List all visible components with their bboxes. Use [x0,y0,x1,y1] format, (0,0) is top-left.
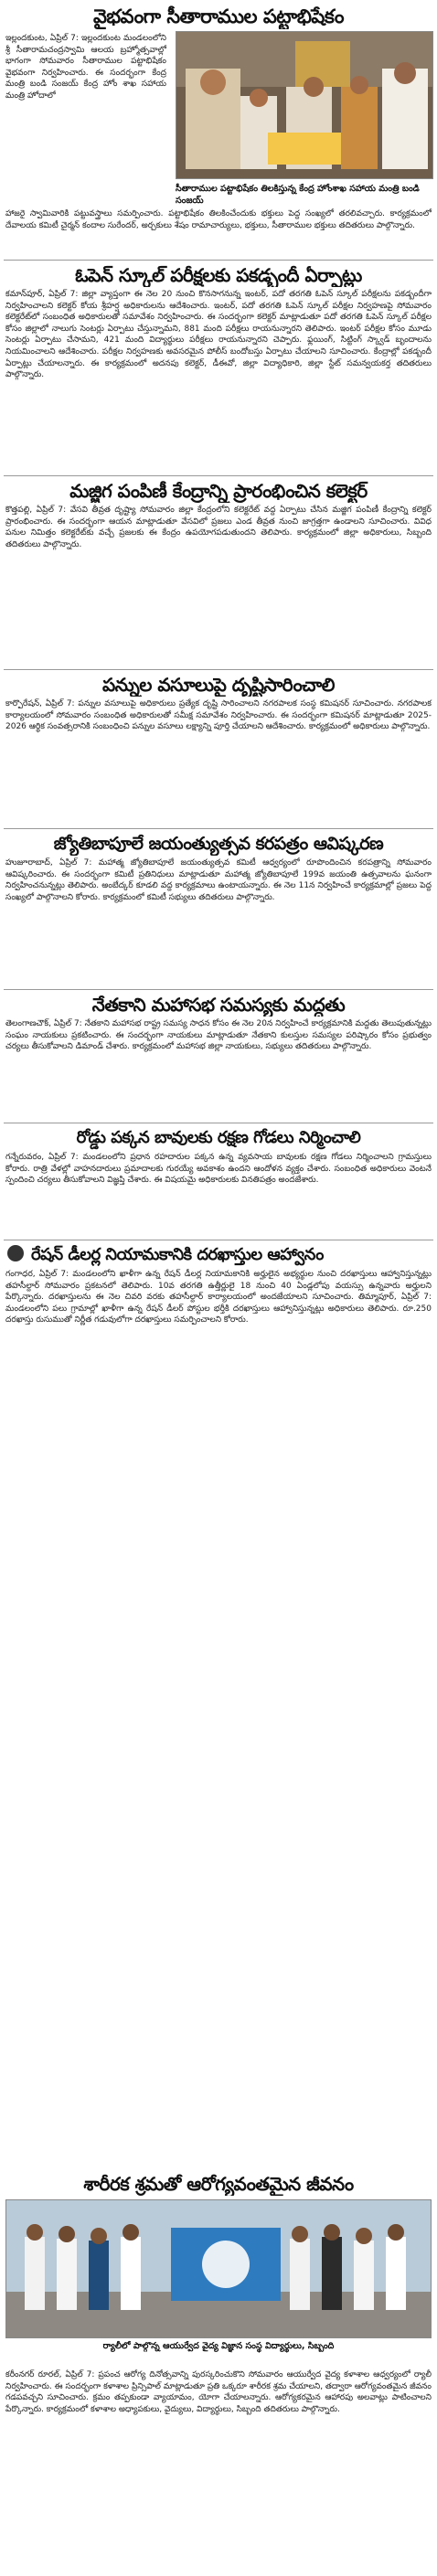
ration-logo-icon [7,1245,24,1261]
article-body: గన్నేరువరం, ఏప్రిల్ 7: మండలంలోని ప్రధాన రహదారుల పక్కన ఉన్న వ్యవసాయ బావులకు రక్షణ గోడలు నిర్మించాలని గ్రామస్తులు కోరారు. రాత్రి వేళల్లో వాహనదారులు ప్రమాదాలకు గురయ్యే అవకాశం ఉందని ఆందోళన వ్యక్తం చేశారు. సంబంధిత అధికారులు వెంటనే స్పందించి చర్యలు తీసుకోవాలని విజ్ఞప్తి చేశారు. ఈ విషయమై అధికారులకు వినతిపత్రం అందజేశారు. [5,1153,432,1186]
headline: శారీరక శ్రమతో ఆరోగ్యవంతమైన జీవనం [83,2173,354,2195]
headline: పన్నుల వసూలుపై దృష్టిసారించాలి [102,674,335,696]
article-ration-dealers [0,1243,437,2166]
article-roadside-wells [0,1126,437,1238]
photo-image [176,32,432,178]
article-tax-collection [0,673,437,826]
divider [4,828,433,829]
article-open-school-exams [0,263,437,474]
article-body-column: ఇల్లందకుంట, ఏప్రిల్ 7: ఇల్లందకుంట మండలంలోని శ్రీ సీతారామచంద్రస్వామి ఆలయ బ్రహ్మోత్సవాల్లో భాగంగా సోమవారం సీతారాముల పట్టాభిషేకం వైభవంగా నిర్వహించారు. ఈ సందర్భంగా కేంద్ర మంత్రి బండి సంజయ్ కేంద్ర హోం శాఖ సహాయ మంత్రి హోదాలో [5,34,166,101]
headline: వైభవంగా సీతారాముల పట్టాభిషేకం [93,5,344,27]
article-body: కొత్తపల్లి, ఏప్రిల్ 7: వేసవి తీవ్రత దృష్ట్యా సోమవారం జిల్లా కేంద్రంలోని కలెక్టరేట్ వద్ద ఏర్పాటు చేసిన మజ్జిగ పంపిణీ కేంద్రాన్ని కలెక్టర్ ప్రారంభించారు. ఈ సందర్భంగా ఆయన మాట్లాడుతూ వేసవిలో ప్రజలు ఎండ తీవ్రత నుంచి జాగ్రత్తగా ఉండాలని సూచించారు. వివిధ పనుల నిమిత్తం కలెక్టరేట్‌కు వచ్చే ప్రజలకు ఈ కేంద్రం ఉపయోగపడుతుందని తెలిపారు. కార్యక్రమంలో జిల్లా అధికారులు, సిబ్బంది తదితరులు పాల్గొన్నారు. [5,506,432,549]
headline: రేషన్ డీలర్ల నియామకానికి దరఖాస్తుల ఆహ్వానం [31,1245,324,1264]
article-body: కార్పొరేషన్, ఏప్రిల్ 7: పన్నుల వసూలుపై అధికారులు ప్రత్యేక దృష్టి సారించాలని నగరపాలక సంస్థ కమిషనర్ సూచించారు. నగరపాలక కార్యాలయంలో సోమవారం సంబంధిత అధికారులతో సమీక్ష సమావేశం నిర్వహించారు. ఈ సందర్భంగా కమిషనర్ మాట్లాడుతూ 2025-2026 ఆర్థిక సంవత్సరానికి సంబంధించి పన్నుల వసూలు లక్ష్యాన్ని పూర్తి చేయాలని ఆదేశించారు. కార్యక్రమంలో అధికారులు పాల్గొన్నారు. [5,699,432,732]
photo-caption: సీతారాముల పట్టాభిషేకం తిలకిస్తున్న కేంద్ర హోంశాఖ సహాయ మంత్రి బండి సంజయ్ [176,184,420,206]
article-buttermilk-center [0,479,437,667]
news-photo-temple-ceremony [176,31,433,179]
divider [4,475,433,476]
article-netakani-support [0,993,437,1121]
article-body: తెలంగాణచౌక్, ఏప్రిల్ 7: నేతకాని మహాసభ రాష్ట్ర సమస్య సాధన కోసం ఈ నెల 20న నిర్వహించే కార్యక్రమానికి మద్దతు తెలుపుతున్నట్లు సంఘం నాయకులు ప్రకటించారు. ఈ సందర్భంగా నాయకులు మాట్లాడుతూ నేతకాని కులస్తుల సమస్యల పరిష్కారం కోసం ప్రభుత్వం చర్యలు తీసుకోవాలని డిమాండ్ చేశారు. కార్యక్రమంలో మహాసభ జిల్లా నాయకులు, సభ్యులు తదితరులు పాల్గొన్నారు. [5,1019,432,1052]
headline: మజ్జిగ పంపిణీ కేంద్రాన్ని ప్రారంభించిన కలెక్టర్ [69,480,368,502]
article-body: కరీంనగర్ రూరల్, ఏప్రిల్ 7: ప్రపంచ ఆరోగ్య దినోత్సవాన్ని పురస్కరించుకొని సోమవారం ఆయుర్వేద వైద్య కళాశాల ఆధ్వర్యంలో ర్యాలీ నిర్వహించారు. ఈ సందర్భంగా కళాశాల ప్రిన్సిపాల్ మాట్లాడుతూ ప్రతి ఒక్కరూ శారీరక శ్రమ చేయాలని, తద్వారా ఆరోగ్యవంతమైన జీవనం గడపవచ్చని సూచించారు. క్రమం తప్పకుండా వ్యాయామం, యోగా చేయాలన్నారు. ఆరోగ్యకరమైన ఆహారపు అలవాట్లు పాటించాలని పేర్కొన్నారు. కార్యక్రమంలో కళాశాల అధ్యాపకులు, వైద్యులు, విద్యార్థులు, సిబ్బంది తదితరులు పాల్గొన్నారు. [5,2370,432,2414]
article-physical-exercise [0,2172,437,2574]
headline: ఓపెన్ స్కూల్ పరీక్షలకు పకడ్బందీ ఏర్పాట్లు [75,264,362,286]
divider [4,989,433,990]
article-phule-pamphlet [0,832,437,987]
headline: జ్యోతిబాపూలే జయంత్యుత్సవ కరపత్రం ఆవిష్కరణ [53,834,384,854]
divider [4,669,433,670]
article-body: హుజూరాబాద్, ఏప్రిల్ 7: మహాత్మ జ్యోతిబాపూలే జయంత్యుత్సవ కమిటీ ఆధ్వర్యంలో రూపొందించిన కరపత్రాన్ని సోమవారం ఆవిష్కరించారు. ఈ సందర్భంగా కమిటీ ప్రతినిధులు మాట్లాడుతూ మహాత్మ జ్యోతిబాపూలే 199వ జయంతి ఉత్సవాలను ఘనంగా నిర్వహించనున్నట్లు తెలిపారు. అంబేద్కర్ కూడలి వద్ద కార్యక్రమాలు ఉంటాయన్నారు. ఈ నెల 11న నిర్వహించే కార్యక్రమాల్లో ప్రజలు పెద్ద సంఖ్యలో పాల్గొనాలని కోరారు. కార్యక్రమంలో కమిటీ సభ్యులు తదితరులు పాల్గొన్నారు. [5,858,432,902]
news-photo-health-rally [5,2199,432,2338]
article-body: కమాన్‌పూర్, ఏప్రిల్ 7: జిల్లా వ్యాప్తంగా ఈ నెల 20 నుంచి కొనసాగనున్న ఇంటర్, పదో తరగతి ఓపెన్ స్కూల్ పరీక్షలను పకడ్బందీగా నిర్వహించాలని కలెక్టర్ కోయ శ్రీహర్ష అధికారులను ఆదేశించారు. ఇంటర్, పదో తరగతి ఓపెన్ స్కూల్ పరీక్షల నిర్వహణపై సోమవారం కలెక్టరేట్‌లో సంబంధిత అధికారులతో సమావేశం నిర్వహించారు. ఈ సందర్భంగా కలెక్టర్ మాట్లాడుతూ పదో తరగతి ఓపెన్ స్కూల్ పరీక్షల కోసం జిల్లాలో నాలుగు సెంటర్లు ఏర్పాటు చేస్తున్నామని, 881 మంది పరీక్షలు రాయనున్నారని తెలిపారు. ఇంటర్ పరీక్షల కోసం మూడు సెంటర్లు ఏర్పాటు చేసామని, 421 మంది విద్యార్థులు పరీక్షలు రాయనున్నారని చెప్పారు. ఫ్లయింగ్, సిట్టింగ్ స్క్వాడ్ బృందాలను నియమించాలని ఆదేశించారు. పరీక్షల నిర్వహణకు అవసరమైన పోలీస్ బందోబస్తు ఏర్పాటు చేయాలని సూచించారు. కేంద్రాల్లో పకడ్బందీ ఏర్పాట్లు చేయాలన్నారు. ఈ కార్యక్రమంలో అదనపు కలెక్టర్, డీఈవో, జిల్లా విద్యాధికారి, జిల్లా స్టేట్ సమన్వయకర్త తదితరులు పాల్గొన్నారు. [5,290,432,380]
headline: రోడ్డు పక్కన బావులకు రక్షణ గోడలు నిర్మించాలి [76,1128,361,1147]
photo-image [6,2200,431,2337]
article-sitarama-pattabhishekam [0,0,437,258]
headline: నేతకాని మహాసభ సమస్యకు మద్దతు [91,994,346,1016]
photo-caption: ర్యాలీలో పాల్గొన్న ఆయుర్వేద వైద్య విజ్ఞాన సంస్థ విద్యార్థులు, సిబ్బంది [102,2341,335,2351]
divider [4,260,433,261]
article-body-continued: హాజరై స్వామివారికి పట్టువస్త్రాలు సమర్పించారు. పట్టాభిషేకం తిలకించేందుకు భక్తులు పెద్ద సంఖ్యలో తరలివచ్చారు. కార్యక్రమంలో దేవాలయ కమిటీ చైర్మన్ కందాల సురేందర్, అర్చకులు శేషం రామాచార్యులు, భక్తులు, సీతారాముల భక్తులు తదితరులు పాల్గొన్నారు. [5,209,432,230]
article-body: గంగాధర, ఏప్రిల్ 7: మండలంలోని ఖాళీగా ఉన్న రేషన్ డీలర్ల నియామకానికి అర్హులైన అభ్యర్థుల నుంచి దరఖాస్తులు ఆహ్వానిస్తున్నట్లు తహసీల్దార్ సోమవారం ప్రకటనలో తెలిపారు. 10వ తరగతి ఉత్తీర్ణులై 18 నుంచి 40 ఏండ్లలోపు వయస్సు ఉన్నవారు అర్హులని పేర్కొన్నారు. దరఖాస్తులను ఈ నెల చివరి వరకు తహసీల్దార్ కార్యాలయంలో అందజేయాలని సూచించారు. తిమ్మాపూర్, ఏప్రిల్ 7: మండలంలోని పలు గ్రామాల్లో ఖాళీగా ఉన్న రేషన్ డీలర్ పోస్టుల భర్తీకి దరఖాస్తులు ఆహ్వానిస్తున్నట్లు అధికారులు తెలిపారు. రూ.250 దరఖాస్తు రుసుముతో నిర్ణీత గడువులోగా దరఖాస్తులు సమర్పించాలని కోరారు. [5,1270,432,1325]
